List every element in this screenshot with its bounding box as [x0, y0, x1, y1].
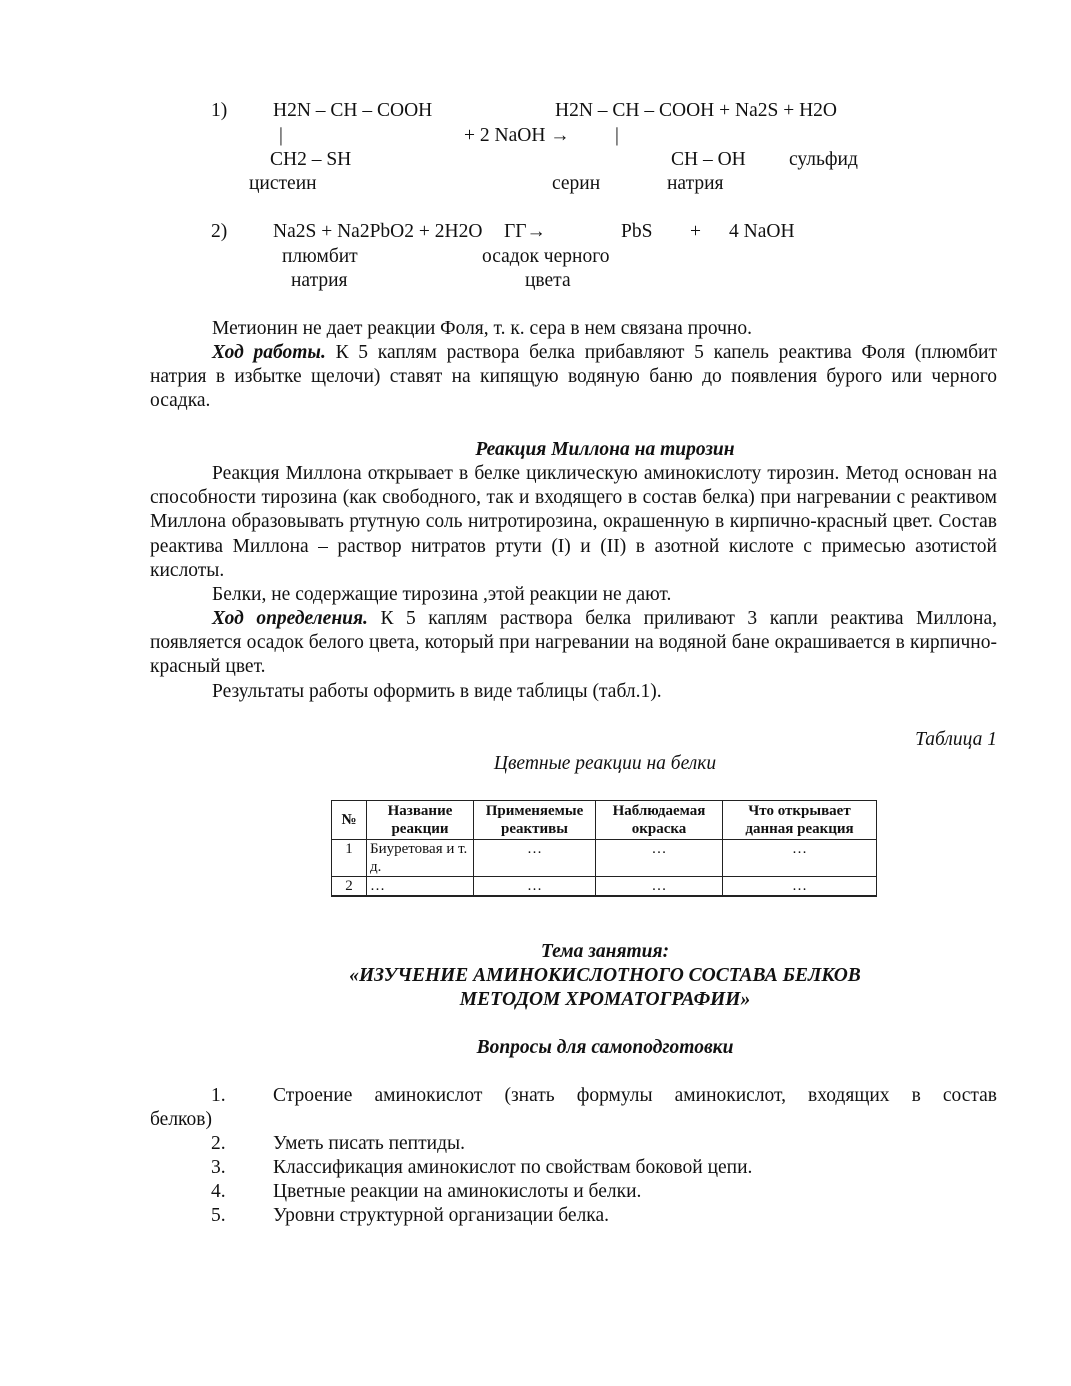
reaction-1-left-side-chain: CH2 – SH: [270, 149, 352, 170]
table-cell: …: [596, 877, 723, 897]
reaction-1-left-name: цистеин: [249, 173, 317, 194]
color-reactions-table: [331, 800, 877, 897]
table-cell: …: [474, 840, 596, 877]
question-text: Цветные реакции на аминокислоты и белки.: [273, 1181, 642, 1202]
reaction-1-left-formula: H2N – CH – COOH: [273, 100, 433, 121]
table-cell: …: [596, 840, 723, 877]
reaction-2-label-2: осадок черного: [482, 246, 610, 267]
table-cell: Биуретовая и т. д.: [367, 840, 474, 877]
reaction-2-product-2: 4 NaOH: [729, 221, 795, 242]
reaction-1-right-name: серин: [552, 173, 601, 194]
reaction-1-product-label: сульфид: [789, 149, 858, 170]
question-text: Строение аминокислот (знать формулы аминокислот, входящих в состав: [273, 1085, 997, 1106]
table-row: [332, 840, 877, 877]
reaction-1-right-formula: H2N – CH – COOH + Na2S + H2O: [555, 100, 837, 121]
table-cell: …: [723, 877, 877, 897]
table-row: [332, 877, 877, 897]
procedure-millon: [150, 607, 997, 680]
question-number: 4.: [211, 1181, 226, 1202]
table-header-row: [332, 801, 877, 840]
procedure-text: К 5 каплям раствора белка приливают 3 капли реактива Миллона, появляется осадок белого цвета, который при нагревании на водяной бане окрашивается в кирпично-красный цвет.: [150, 608, 997, 678]
question-number: 5.: [211, 1205, 226, 1226]
reaction-1-product-label-2: натрия: [667, 173, 724, 194]
topic-label: Тема занятия:: [540, 941, 670, 962]
procedure-label: Ход работы.: [212, 342, 326, 363]
reaction-2-label-2-line-2: цвета: [525, 270, 571, 291]
millon-paragraph: Реакция Миллона открывает в белке циклическую аминокислоту тирозин. Метод основан на способности тирозина (как свободного, так и входящего в состав белка) при нагревании с реактивом Миллона образовывать ртутную соль нитротирозина, окрашенную в кирпично-красный цвет. Состав реактива Миллона – раствор нитратов ртути (I) и (II) в азотной кислоте с примесью азотистой кислоты.: [150, 463, 997, 581]
questions-heading: Вопросы для самоподготовки: [476, 1037, 734, 1058]
question-number: 3.: [211, 1157, 226, 1178]
question-number: 2.: [211, 1133, 226, 1154]
question-text-continuation: белков): [150, 1109, 212, 1130]
table-header: Наблюдаемая окраска: [596, 801, 723, 840]
table-header: Название реакции: [367, 801, 474, 840]
procedure-foll: [150, 341, 997, 414]
question-text: Классификация аминокислот по свойствам боковой цепи.: [273, 1157, 753, 1178]
reaction-1-number: 1): [211, 100, 228, 121]
table-cell: …: [723, 840, 877, 877]
reaction-2-product-1: PbS: [621, 221, 653, 242]
table-cell: …: [367, 877, 474, 897]
methionine-note: Метионин не дает реакции Фоля, т. к. сера в нем связана прочно.: [212, 318, 752, 339]
table-header: Что открывает данная реакция: [723, 801, 877, 840]
table-cell: 1: [332, 840, 367, 877]
reaction-2-equation: Na2S + Na2PbO2 + 2H2O: [273, 221, 483, 242]
reaction-2-number: 2): [211, 221, 228, 242]
topic-title-line-2: МЕТОДОМ ХРОМАТОГРАФИИ»: [459, 989, 751, 1010]
reaction-1-reagent: + 2 NaOH →: [464, 125, 570, 146]
reaction-1-left-bond: |: [279, 125, 283, 146]
reaction-2-label-1-line-2: натрия: [291, 270, 348, 291]
procedure-label: Ход определения.: [212, 608, 368, 629]
no-tyrosine-note: Белки, не содержащие тирозина ,этой реакции не дают.: [212, 584, 672, 605]
reaction-1-right-side-chain: CH – OH: [671, 149, 746, 170]
reaction-2-arrow: ГГ→: [504, 221, 547, 242]
question-number: 1.: [211, 1085, 226, 1106]
section-heading-millon: Реакция Миллона на тирозин: [475, 439, 735, 460]
reaction-2-plus: +: [690, 221, 701, 242]
results-note: Результаты работы оформить в виде таблицы (табл.1).: [212, 681, 662, 702]
question-text: Уровни структурной организации белка.: [273, 1205, 610, 1226]
table-cell: …: [474, 877, 596, 897]
table-cell: 2: [332, 877, 367, 897]
table-header: №: [332, 801, 367, 840]
table-caption: Цветные реакции на белки: [493, 753, 717, 774]
table-label: Таблица 1: [915, 729, 997, 750]
reaction-2-label-1: плюмбит: [282, 246, 358, 267]
question-text: Уметь писать пептиды.: [273, 1133, 465, 1154]
topic-title-line-1: «ИЗУЧЕНИЕ АМИНОКИСЛОТНОГО СОСТАВА БЕЛКОВ: [349, 965, 861, 986]
reaction-1-right-bond: |: [615, 125, 619, 146]
procedure-text: К 5 каплям раствора белка прибавляют 5 капель реактива Фоля (плюмбит натрия в избытке щелочи) ставят на кипящую водяную баню до появления бурого или черного осадка.: [150, 342, 997, 412]
table-header: Применяемые реактивы: [474, 801, 596, 840]
